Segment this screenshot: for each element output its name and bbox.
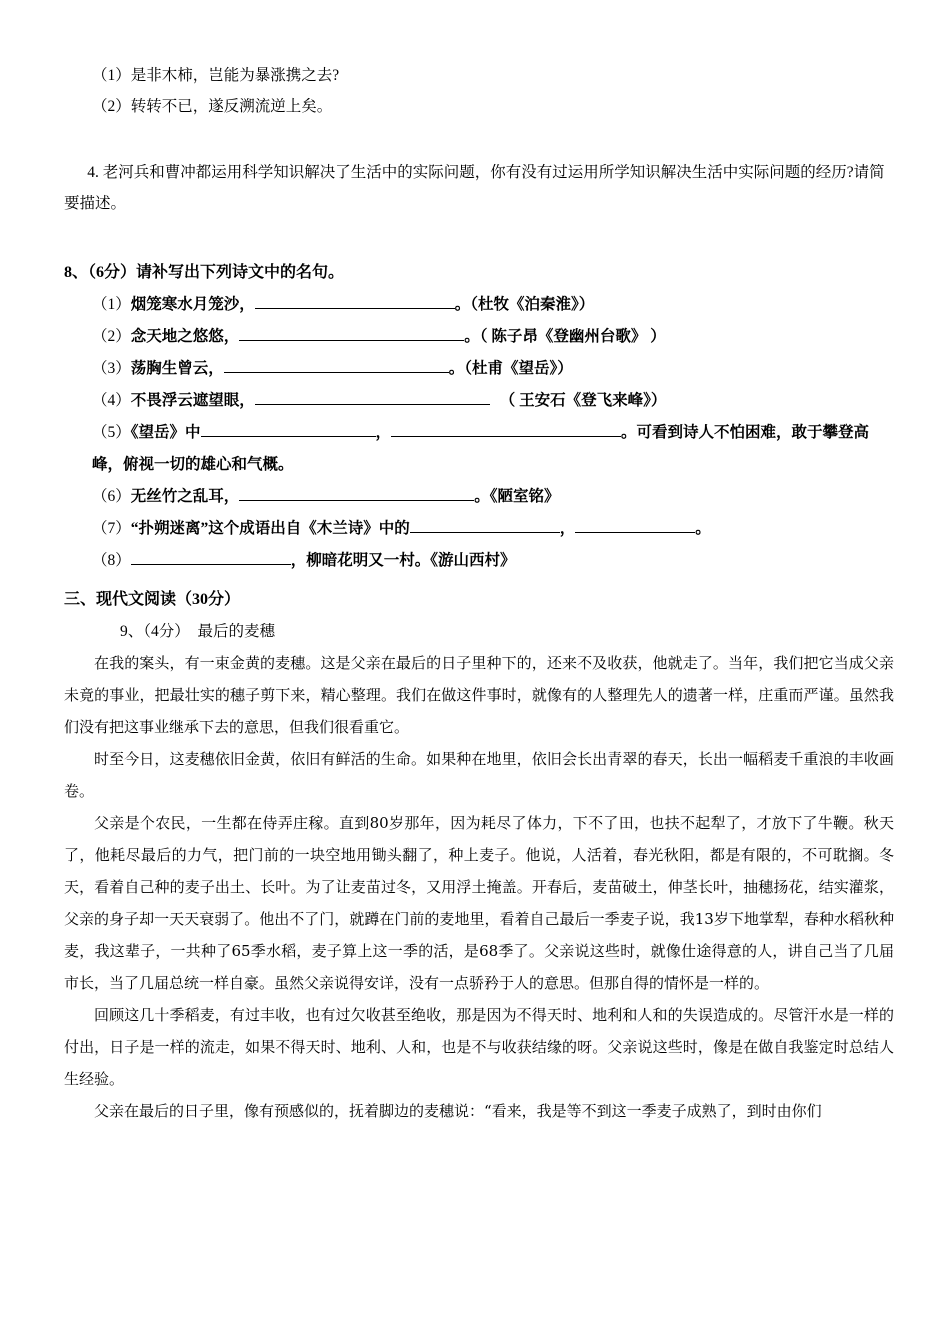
fill-item-2-after: 。（ 陈子昂《登幽州台歌》 ）: [464, 328, 666, 345]
reading-paragraph-5: 父亲在最后的日子里，像有预感似的，抚着脚边的麦穗说：“看来，我是等不到这一季麦子成熟了，到时由你们: [94, 1102, 822, 1120]
fill-item-1-label: （1）: [92, 296, 131, 313]
fill-item-1-blank[interactable]: [255, 308, 455, 309]
fill-item-5-before: 《望岳》中: [130, 424, 201, 441]
fill-item-5-after: 。可看到诗人不怕困难，敢于攀登高峰，俯视一切的雄心和气概。: [92, 424, 870, 473]
prev-question-item-2: （2）转转不已，遂反溯流逆上矣。: [92, 98, 333, 115]
page-content: [64, 60, 894, 1127]
fill-item-6-before: 无丝竹之乱耳，: [130, 488, 240, 505]
fill-item-1-after: 。（杜牧《泊秦淮》）: [454, 296, 595, 313]
fill-item-3: [64, 353, 894, 385]
fill-item-6: [64, 481, 894, 513]
reading-paragraph-1: 在我的案头，有一束金黄的麦穗。这是父亲在最后的日子里种下的，还来不及收获，他就走了。当年，我们把它当成父亲未竟的事业，把最壮实的穗子剪下来，精心整理。我们在做这件事时，就像有的人整理先人的遗著一样，庄重而严谨。虽然我们没有把这事业继承下去的意思，但我们很看重它。: [64, 654, 894, 736]
fill-item-4-after: （ 王安石《登飞来峰》）: [499, 392, 667, 409]
fill-item-4-blank[interactable]: [255, 404, 490, 405]
fill-item-7-before: “扑朔迷离”这个成语出自《木兰诗》中的: [130, 520, 410, 537]
fill-item-3-blank[interactable]: [224, 372, 449, 373]
fill-item-1-before: 烟笼寒水月笼沙，: [130, 296, 255, 313]
fill-item-7-after: 。: [695, 520, 711, 537]
fill-item-6-after: 。《陋室铭》: [474, 488, 560, 505]
fill-item-4-label: （4）: [92, 392, 131, 409]
fill-item-6-blank[interactable]: [239, 500, 474, 501]
question-9-heading: 9、（4分） 最后的麦穗: [120, 623, 276, 640]
fill-item-2-before: 念天地之悠悠，: [130, 328, 240, 345]
reading-paragraph-3: 父亲是个农民，一生都在侍弄庄稼。直到80岁那年，因为耗尽了体力，下不了田，也扶不起犁了，才放下了牛鞭。秋天了，他耗尽最后的力气，把门前的一块空地用锄头翻了，种上麦子。他说，人活着，春光秋阳，都是有限的，不可耽搁。冬天，看着自己种的麦子出土、长叶。为了让麦苗过冬，又用浮土掩盖。开春后，麦苗破土，伸茎长叶，抽穗扬花，结实灌浆，父亲的身子却一天天衰弱了。他出不了门，就蹲在门前的麦地里，看着自己最后一季麦子说，我13岁下地掌犁，春种水稻秋种麦，我这辈子，一共种了65季水稻，麦子算上这一季的活，是68季了。父亲说这些时，就像仕途得意的人，讲自己当了几届市长，当了几届总统一样自豪。虽然父亲说得安详，没有一点骄矜于人的意思。但那自得的情怀是一样的。: [64, 814, 894, 992]
fill-item-3-label: （3）: [92, 360, 131, 377]
fill-item-6-label: （6）: [92, 488, 131, 505]
fill-item-7: [64, 513, 894, 545]
fill-item-4: [64, 385, 894, 417]
fill-item-8-after: ，柳暗花明又一村。《游山西村》: [290, 552, 516, 569]
prev-question-item-1: （1）是非木柿，岂能为暴涨携之去?: [92, 67, 340, 84]
fill-item-7-label: （7）: [92, 520, 131, 537]
reading-paragraph-2: 时至今日，这麦穗依旧金黄，依旧有鲜活的生命。如果种在地里，依旧会长出青翠的春天，长出一幅稻麦千重浪的丰收画卷。: [64, 750, 894, 800]
fill-item-7-blank-b[interactable]: [575, 532, 695, 533]
fill-item-7-mid: ，: [559, 520, 576, 537]
fill-item-2: [64, 321, 894, 353]
section-3-title: 三、现代文阅读（30分）: [64, 591, 241, 608]
fill-item-8: [64, 545, 894, 577]
fill-item-5-label: （5）: [92, 424, 131, 441]
fill-item-8-blank[interactable]: [131, 564, 291, 565]
fill-item-5-mid: ，: [375, 424, 392, 441]
fill-item-4-before: 不畏浮云遮望眼，: [130, 392, 255, 409]
fill-item-7-blank-a[interactable]: [410, 532, 560, 533]
question-4: [64, 126, 894, 250]
question-8-heading: 8、（6分）请补写出下列诗文中的名句。: [64, 264, 345, 281]
fill-item-5-blank-a[interactable]: [201, 436, 376, 437]
reading-paragraph-4: 回顾这几十季稻麦，有过丰收，也有过欠收甚至绝收，那是因为不得天时、地利和人和的失误造成的。尽管汗水是一样的付出，日子是一样的流走，如果不得天时、地利、人和，也是不与收获结缘的呀。父亲说这些时，像是在做自我鉴定时总结人生经验。: [64, 1006, 894, 1088]
fill-item-3-after: 。（杜甫《望岳》）: [448, 360, 573, 377]
question-4-number: 4.: [87, 164, 99, 181]
fill-item-3-before: 荡胸生曾云，: [130, 360, 224, 377]
question-4-text: 老河兵和曹冲都运用科学知识解决了生活中的实际问题，你有没有过运用所学知识解决生活中实际问题的经历?请简要描述。: [64, 164, 885, 212]
fill-item-2-blank[interactable]: [239, 340, 464, 341]
fill-item-5-blank-b[interactable]: [391, 436, 621, 437]
fill-item-5: [64, 417, 894, 481]
fill-item-2-label: （2）: [92, 328, 131, 345]
fill-item-8-label: （8）: [92, 552, 131, 569]
fill-item-1: [64, 289, 894, 321]
